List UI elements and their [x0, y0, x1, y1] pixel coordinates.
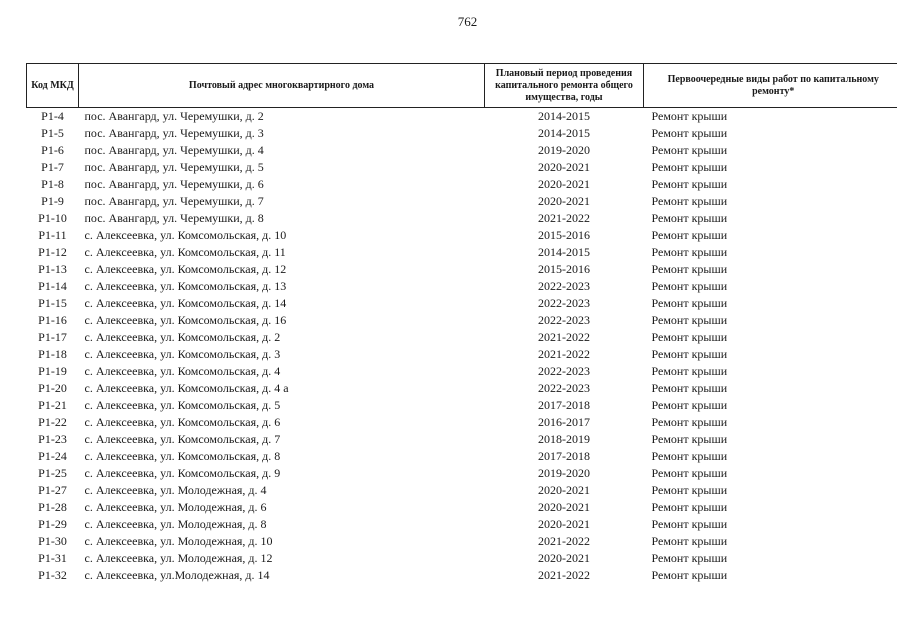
- cell-code: Р1-10: [38, 211, 67, 225]
- cell-address: с. Алексеевка, ул. Молодежная, д. 10: [84, 534, 273, 548]
- cell-code: Р1-6: [41, 143, 64, 157]
- cell-works: Ремонт крыши: [651, 347, 728, 361]
- cell-works: Ремонт крыши: [651, 126, 728, 140]
- table-row: [27, 482, 897, 499]
- table-row: [27, 227, 897, 244]
- table-row: [27, 380, 897, 397]
- cell-code: Р1-24: [38, 449, 67, 463]
- cell-address: с. Алексеевка, ул.Молодежная, д. 14: [84, 568, 270, 582]
- table-row: [27, 125, 897, 142]
- table-row: [27, 210, 897, 227]
- cell-address: с. Алексеевка, ул. Комсомольская, д. 5: [84, 398, 281, 412]
- cell-works: Ремонт крыши: [651, 364, 728, 378]
- cell-code: Р1-15: [38, 296, 67, 310]
- table-row: [27, 397, 897, 414]
- header-address: Почтовый адрес многоквартирного дома: [79, 64, 485, 108]
- cell-works: Ремонт крыши: [651, 262, 728, 276]
- cell-code: Р1-28: [38, 500, 67, 514]
- cell-period: 2014-2015: [538, 245, 590, 259]
- cell-period: 2021-2022: [538, 347, 590, 361]
- cell-period: 2015-2016: [538, 262, 590, 276]
- cell-period: 2020-2021: [538, 160, 590, 174]
- cell-period: 2019-2020: [538, 143, 590, 157]
- cell-code: Р1-8: [41, 177, 64, 191]
- cell-period: 2019-2020: [538, 466, 590, 480]
- cell-works: Ремонт крыши: [651, 194, 728, 208]
- table-row: [27, 278, 897, 295]
- table-row: [27, 329, 897, 346]
- cell-period: 2022-2023: [538, 279, 590, 293]
- cell-address: пос. Авангард, ул. Черемушки, д. 2: [84, 109, 264, 123]
- cell-address: пос. Авангард, ул. Черемушки, д. 5: [84, 160, 264, 174]
- cell-address: с. Алексеевка, ул. Молодежная, д. 12: [84, 551, 273, 565]
- cell-period: 2021-2022: [538, 330, 590, 344]
- cell-address: с. Алексеевка, ул. Комсомольская, д. 13: [84, 279, 287, 293]
- cell-works: Ремонт крыши: [651, 211, 728, 225]
- cell-period: 2014-2015: [538, 109, 590, 123]
- cell-works: Ремонт крыши: [651, 466, 728, 480]
- cell-works: Ремонт крыши: [651, 109, 728, 123]
- table-row: [27, 567, 897, 584]
- cell-period: 2020-2021: [538, 194, 590, 208]
- cell-works: Ремонт крыши: [651, 313, 728, 327]
- table-header: [27, 64, 897, 108]
- cell-address: с. Алексеевка, ул. Комсомольская, д. 16: [84, 313, 287, 327]
- cell-period: 2015-2016: [538, 228, 590, 242]
- cell-code: Р1-7: [41, 160, 64, 174]
- cell-period: 2022-2023: [538, 296, 590, 310]
- table-row: [27, 261, 897, 278]
- cell-address: с. Алексеевка, ул. Комсомольская, д. 7: [84, 432, 281, 446]
- cell-code: Р1-13: [38, 262, 67, 276]
- cell-code: Р1-5: [41, 126, 64, 140]
- cell-address: с. Алексеевка, ул. Молодежная, д. 8: [84, 517, 267, 531]
- cell-works: Ремонт крыши: [651, 517, 728, 531]
- cell-period: 2021-2022: [538, 534, 590, 548]
- cell-works: Ремонт крыши: [651, 177, 728, 191]
- cell-code: Р1-11: [38, 228, 67, 242]
- cell-code: Р1-9: [41, 194, 64, 208]
- table-row: [27, 312, 897, 329]
- cell-address: с. Алексеевка, ул. Комсомольская, д. 2: [84, 330, 281, 344]
- cell-code: Р1-32: [38, 568, 67, 582]
- cell-code: Р1-27: [38, 483, 67, 497]
- cell-period: 2022-2023: [538, 313, 590, 327]
- cell-code: Р1-29: [38, 517, 67, 531]
- cell-address: пос. Авангард, ул. Черемушки, д. 8: [84, 211, 264, 225]
- cell-period: 2016-2017: [538, 415, 590, 429]
- cell-address: с. Алексеевка, ул. Молодежная, д. 6: [84, 500, 267, 514]
- cell-works: Ремонт крыши: [651, 143, 728, 157]
- cell-works: Ремонт крыши: [651, 534, 728, 548]
- cell-period: 2020-2021: [538, 483, 590, 497]
- cell-period: 2020-2021: [538, 517, 590, 531]
- cell-address: с. Алексеевка, ул. Комсомольская, д. 6: [84, 415, 281, 429]
- table-row: [27, 465, 897, 482]
- table-row: [27, 431, 897, 448]
- cell-period: 2021-2022: [538, 211, 590, 225]
- cell-address: с. Алексеевка, ул. Молодежная, д. 4: [84, 483, 267, 497]
- table-row: [27, 295, 897, 312]
- header-row: [27, 64, 897, 108]
- cell-code: Р1-30: [38, 534, 67, 548]
- table-row: [27, 533, 897, 550]
- cell-code: Р1-22: [38, 415, 67, 429]
- cell-works: Ремонт крыши: [651, 449, 728, 463]
- cell-period: 2020-2021: [538, 551, 590, 565]
- cell-address: с. Алексеевка, ул. Комсомольская, д. 4: [84, 364, 281, 378]
- table-row: [27, 363, 897, 380]
- table-row: [27, 550, 897, 567]
- cell-code: Р1-31: [38, 551, 67, 565]
- cell-works: Ремонт крыши: [651, 245, 728, 259]
- table-row: [27, 176, 897, 193]
- cell-address: с. Алексеевка, ул. Комсомольская, д. 8: [84, 449, 281, 463]
- cell-address: с. Алексеевка, ул. Комсомольская, д. 11: [84, 245, 286, 259]
- cell-address: с. Алексеевка, ул. Комсомольская, д. 4 а: [84, 381, 289, 395]
- cell-code: Р1-17: [38, 330, 67, 344]
- cell-address: пос. Авангард, ул. Черемушки, д. 4: [84, 143, 264, 157]
- header-works-label: Первоочередные виды работ по капитальному ремонту*: [667, 73, 879, 97]
- cell-address: с. Алексеевка, ул. Комсомольская, д. 10: [84, 228, 287, 242]
- cell-period: 2022-2023: [538, 381, 590, 395]
- cell-works: Ремонт крыши: [651, 568, 728, 582]
- cell-code: Р1-20: [38, 381, 67, 395]
- cell-code: Р1-18: [38, 347, 67, 361]
- table-row: [27, 414, 897, 431]
- table-row: [27, 499, 897, 516]
- cell-code: Р1-16: [38, 313, 67, 327]
- cell-works: Ремонт крыши: [651, 228, 728, 242]
- cell-code: Р1-19: [38, 364, 67, 378]
- table-row: [27, 244, 897, 261]
- capital-repair-table: [26, 63, 897, 584]
- cell-period: 2021-2022: [538, 568, 590, 582]
- cell-period: 2018-2019: [538, 432, 590, 446]
- table-row: [27, 108, 897, 126]
- cell-period: 2020-2021: [538, 177, 590, 191]
- cell-works: Ремонт крыши: [651, 551, 728, 565]
- table-row: [27, 142, 897, 159]
- table-body: [27, 108, 897, 585]
- page-number: 762: [457, 14, 478, 29]
- table-row: [27, 193, 897, 210]
- cell-address: с. Алексеевка, ул. Комсомольская, д. 9: [84, 466, 281, 480]
- cell-code: Р1-23: [38, 432, 67, 446]
- cell-works: Ремонт крыши: [651, 398, 728, 412]
- table-row: [27, 516, 897, 533]
- cell-works: Ремонт крыши: [651, 381, 728, 395]
- cell-period: 2020-2021: [538, 500, 590, 514]
- cell-code: Р1-4: [41, 109, 64, 123]
- cell-works: Ремонт крыши: [651, 296, 728, 310]
- cell-period: 2022-2023: [538, 364, 590, 378]
- cell-address: с. Алексеевка, ул. Комсомольская, д. 14: [84, 296, 287, 310]
- cell-works: Ремонт крыши: [651, 160, 728, 174]
- cell-works: Ремонт крыши: [651, 330, 728, 344]
- cell-works: Ремонт крыши: [651, 432, 728, 446]
- cell-code: Р1-12: [38, 245, 67, 259]
- cell-address: с. Алексеевка, ул. Комсомольская, д. 12: [84, 262, 287, 276]
- header-code: Код МКД: [27, 64, 79, 108]
- cell-period: 2017-2018: [538, 398, 590, 412]
- cell-works: Ремонт крыши: [651, 279, 728, 293]
- cell-address: пос. Авангард, ул. Черемушки, д. 3: [84, 126, 264, 140]
- table-row: [27, 448, 897, 465]
- cell-works: Ремонт крыши: [651, 483, 728, 497]
- table-row: [27, 159, 897, 176]
- table-row: [27, 346, 897, 363]
- cell-address: с. Алексеевка, ул. Комсомольская, д. 3: [84, 347, 281, 361]
- cell-period: 2014-2015: [538, 126, 590, 140]
- header-period: Плановый период проведения капитального ремонта общего имущества, годы: [485, 64, 644, 108]
- header-works: [644, 64, 897, 108]
- cell-code: Р1-14: [38, 279, 67, 293]
- cell-works: Ремонт крыши: [651, 415, 728, 429]
- cell-code: Р1-21: [38, 398, 67, 412]
- cell-code: Р1-25: [38, 466, 67, 480]
- cell-works: Ремонт крыши: [651, 500, 728, 514]
- cell-period: 2017-2018: [538, 449, 590, 463]
- cell-address: пос. Авангард, ул. Черемушки, д. 6: [84, 177, 264, 191]
- cell-address: пос. Авангард, ул. Черемушки, д. 7: [84, 194, 264, 208]
